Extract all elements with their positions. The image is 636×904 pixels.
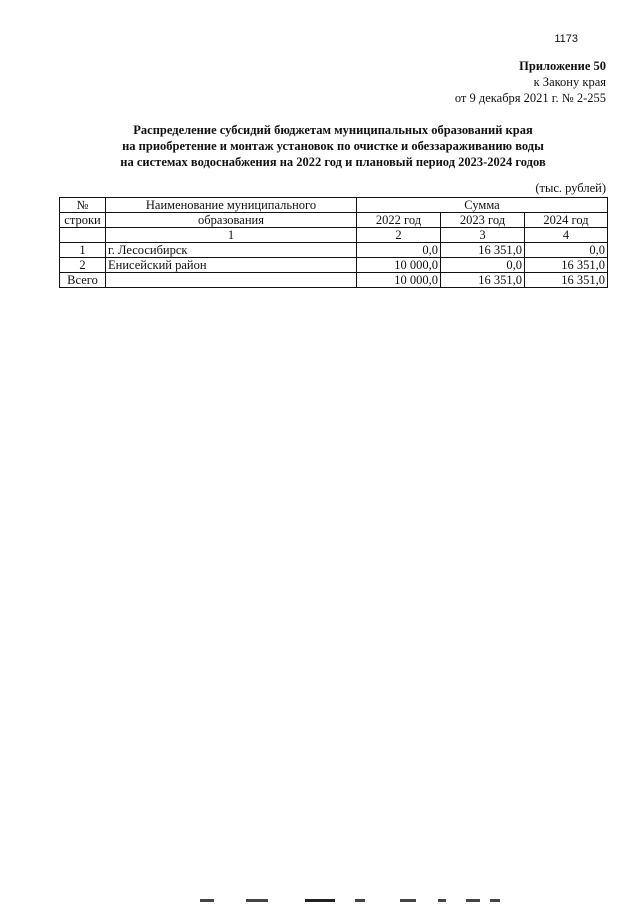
row-name: г. Лесосибирск xyxy=(106,243,357,258)
column-number-row xyxy=(60,228,608,243)
appendix-block xyxy=(455,58,606,106)
header-num: № xyxy=(60,198,106,213)
row-num: 1 xyxy=(60,243,106,258)
units-label: (тыс. рублей) xyxy=(535,181,606,195)
scan-mark xyxy=(466,899,480,902)
total-row xyxy=(60,273,608,288)
table-row xyxy=(60,258,608,273)
row-2022: 10 000,0 xyxy=(357,258,441,273)
row-2024: 16 351,0 xyxy=(525,258,608,273)
scan-mark xyxy=(400,899,416,902)
document-title xyxy=(60,122,606,170)
column-number: 2 xyxy=(357,228,441,243)
total-2024: 16 351,0 xyxy=(525,273,608,288)
title-line-3: на системах водоснабжения на 2022 год и плановый период 2023-2024 годов xyxy=(120,155,546,169)
appendix-date: от 9 декабря 2021 г. № 2-255 xyxy=(454,91,606,105)
appendix-law: к Закону края xyxy=(533,75,606,89)
header-year-2024: 2024 год xyxy=(525,213,608,228)
column-number: 4 xyxy=(525,228,608,243)
column-number: 1 xyxy=(106,228,357,243)
appendix-title: Приложение 50 xyxy=(519,59,606,73)
scan-mark xyxy=(200,899,214,902)
table-header-row xyxy=(60,198,608,213)
scan-mark xyxy=(490,899,500,902)
scan-mark xyxy=(438,899,446,902)
row-2023: 0,0 xyxy=(441,258,525,273)
header-sum: Сумма xyxy=(357,198,608,213)
title-line-1: Распределение субсидий бюджетам муниципальных образований края xyxy=(133,123,533,137)
column-number xyxy=(60,228,106,243)
scan-mark xyxy=(305,899,335,902)
row-2022: 0,0 xyxy=(357,243,441,258)
header-year-2023: 2023 год xyxy=(441,213,525,228)
title-line-2: на приобретение и монтаж установок по очистке и обеззараживанию воды xyxy=(122,139,544,153)
column-number: 3 xyxy=(441,228,525,243)
total-2023: 16 351,0 xyxy=(441,273,525,288)
row-2023: 16 351,0 xyxy=(441,243,525,258)
table-header-row xyxy=(60,213,608,228)
scan-mark xyxy=(355,899,365,902)
table-row xyxy=(60,243,608,258)
scan-footer-marks xyxy=(0,896,636,904)
total-name xyxy=(106,273,357,288)
header-name-2: образования xyxy=(106,213,357,228)
row-name: Енисейский район xyxy=(106,258,357,273)
total-label: Всего xyxy=(60,273,106,288)
subsidy-table xyxy=(59,197,608,288)
scan-mark xyxy=(246,899,268,902)
row-2024: 0,0 xyxy=(525,243,608,258)
page-number: 1173 xyxy=(554,33,578,45)
header-name: Наименование муниципального xyxy=(106,198,357,213)
header-num-2: строки xyxy=(60,213,106,228)
row-num: 2 xyxy=(60,258,106,273)
header-year-2022: 2022 год xyxy=(357,213,441,228)
total-2022: 10 000,0 xyxy=(357,273,441,288)
